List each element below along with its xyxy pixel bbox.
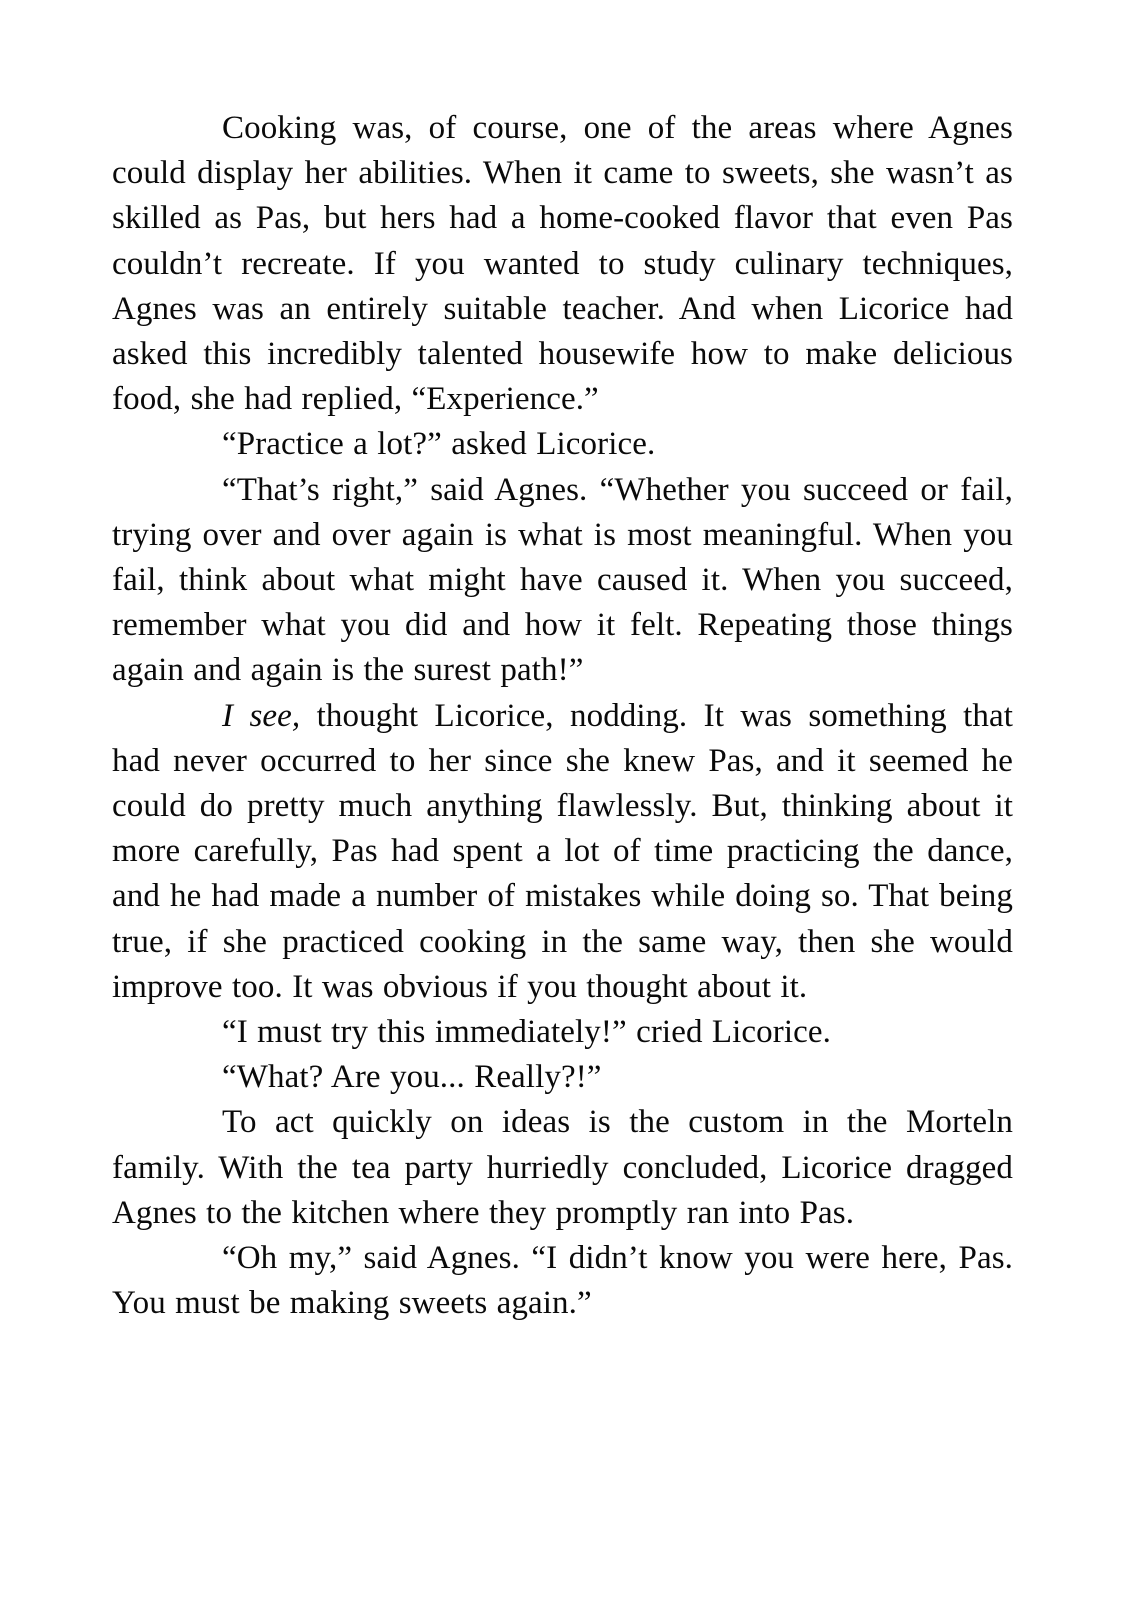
paragraph-text: “Oh my,” said Agnes. “I didn’t know you were here, Pas. You must be making sweets again.” (112, 1240, 1013, 1322)
paragraph (112, 106, 1013, 422)
paragraph-text: thought Licorice, nodding. It was something that had never occurred to her since she knew Pas, and it seemed he could do pretty much anything flawlessly. But, thinking about it more carefully, Pas had spent a lot of time practicing the dance, and he had made a number of mistakes while doing so. That being true, if she practiced cooking in the same way, then she would improve too. It was obvious if you thought about it. (112, 697, 1013, 1005)
paragraph-text: Cooking was, of course, one of the areas where Agnes could display her abilities. When it came to sweets, she wasn’t as skilled as Pas, but hers had a home-cooked flavor that even Pas couldn’t recreate. If you wanted to study culinary techniques, Agnes was an entirely suitable teacher. And when Licorice had asked this incredibly talented housewife how to make delicious food, she had replied, “Experience.” (112, 110, 1013, 418)
paragraph (112, 422, 1013, 467)
paragraph-text: “What? Are you... Really?!” (222, 1059, 602, 1096)
paragraph (112, 468, 1013, 694)
paragraph-text-italic: I see, (222, 697, 301, 734)
paragraph-text: To act quickly on ideas is the custom in the Morteln family. With the tea party hurriedly concluded, Licorice dragged Agnes to the kitchen where they promptly ran into Pas. (112, 1104, 1013, 1231)
paragraph (112, 1100, 1013, 1236)
paragraph-text: “Practice a lot?” asked Licorice. (222, 426, 656, 463)
paragraph (112, 1055, 1013, 1100)
book-page-text (112, 106, 1013, 1326)
paragraph (112, 1010, 1013, 1055)
paragraph-text: “That’s right,” said Agnes. “Whether you succeed or fail, trying over and over again is what is most meaningful. When you fail, think about what might have caused it. When you succeed, remember what you did and how it felt. Repeating those things again and again is the surest path!” (112, 471, 1013, 689)
paragraph-text: “I must try this immediately!” cried Licorice. (222, 1014, 831, 1051)
paragraph (112, 694, 1013, 1010)
paragraph (112, 1236, 1013, 1326)
